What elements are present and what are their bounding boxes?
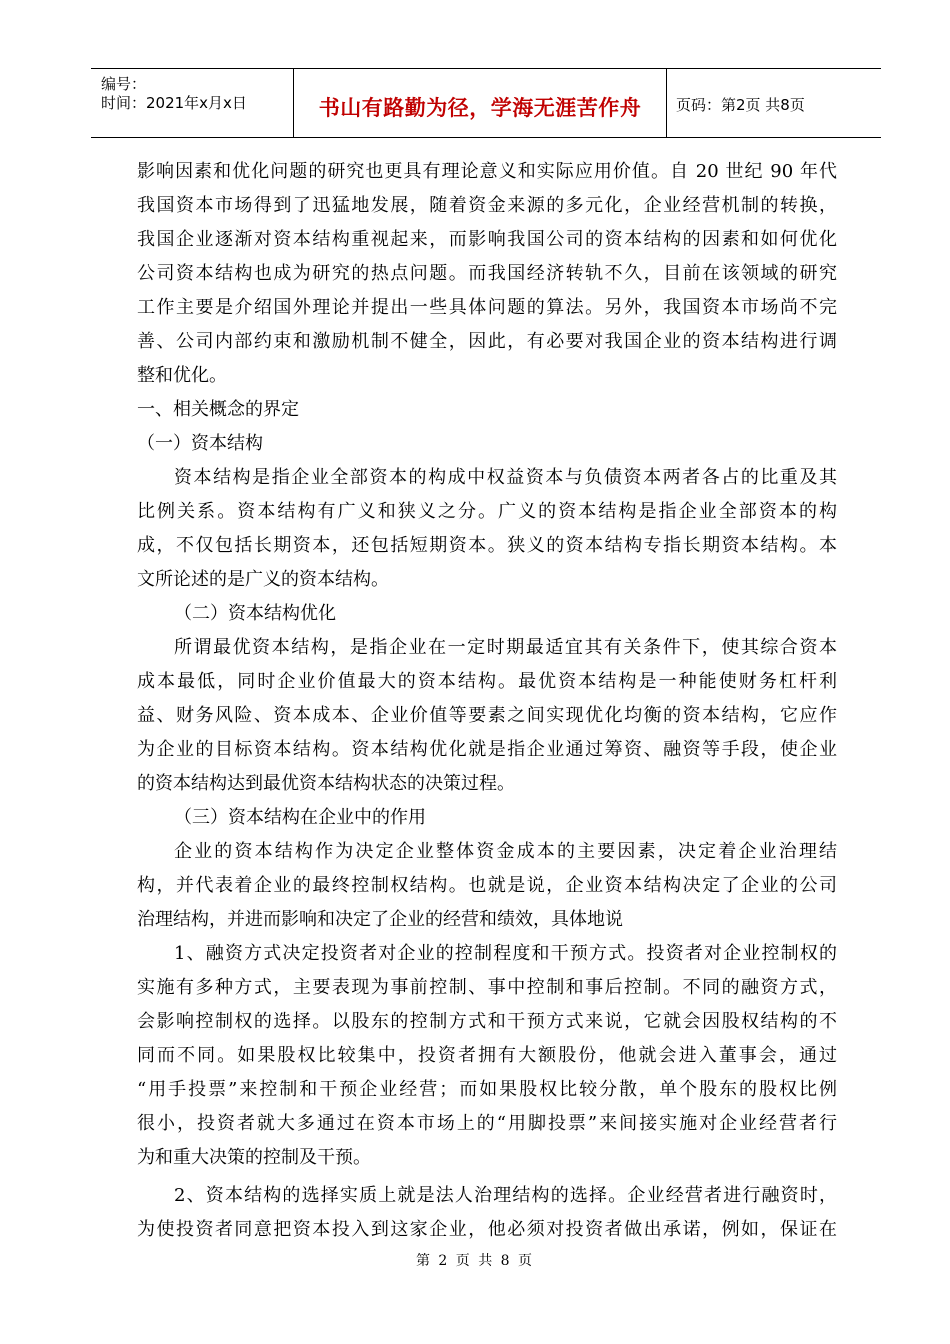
text-line: 文所论述的是广义的资本结构。 <box>137 569 389 590</box>
document-body <box>137 155 837 1247</box>
subsection-heading: （二）资本结构优化 <box>174 603 336 624</box>
text-line: 构，并代表着企业的最终控制权结构。也就是说，企业资本结构决定了企业的公司 <box>137 875 837 896</box>
header-page-cell <box>666 69 881 137</box>
text-line: 成，不仅包括长期资本，还包括短期资本。狭义的资本结构专指长期资本结构。本 <box>137 535 837 556</box>
paragraph-intro <box>137 155 837 393</box>
text-line: 为和重大决策的控制及干预。 <box>137 1147 371 1168</box>
text-line: 很小，投资者就大多通过在资本市场上的“用脚投票”来间接实施对企业经营者行 <box>137 1113 837 1134</box>
text-line: 我国资本市场得到了迅猛地发展，随着资金来源的多元化，企业经营机制的转换， <box>137 195 837 216</box>
text-line: 成本最低，同时企业价值最大的资本结构。最优资本结构是一种能使财务杠杆利 <box>137 671 837 692</box>
text-line: 1、融资方式决定投资者对企业的控制程度和干预方式。投资者对企业控制权的 <box>174 943 837 964</box>
subsection-heading: （三）资本结构在企业中的作用 <box>174 807 426 828</box>
text-line: 整和优化。 <box>137 365 227 386</box>
text-line: 公司资本结构也成为研究的热点问题。而我国经济转轨不久，目前在该领域的研究 <box>137 263 837 284</box>
paragraph-role <box>137 835 837 937</box>
text-line: 2、资本结构的选择实质上就是法人治理结构的选择。企业经营者进行融资时， <box>174 1185 837 1206</box>
text-line: 会影响控制权的选择。以股东的控制方式和干预方式来说，它就会因股权结构的不 <box>137 1011 837 1032</box>
text-line: 益、财务风险、资本成本、企业价值等要素之间实现优化均衡的资本结构，它应作 <box>137 705 837 726</box>
subsection-heading: （一）资本结构 <box>137 433 263 454</box>
paragraph-capital-structure <box>137 461 837 597</box>
text-line: 善、公司内部约束和激励机制不健全，因此，有必要对我国企业的资本结构进行调 <box>137 331 837 352</box>
text-line: 治理结构，并进而影响和决定了企业的经营和绩效，具体地说 <box>137 909 623 930</box>
time-label: 时间：2021年x月x日 <box>101 94 247 112</box>
text-line: 为使投资者同意把资本投入到这家企业，他必须对投资者做出承诺，例如，保证在 <box>137 1219 837 1240</box>
paragraph-point-1 <box>137 937 837 1175</box>
header-motto-cell <box>293 69 667 137</box>
page-footer: 第 2 页 共 8 页 <box>415 1253 535 1269</box>
paragraph-optimization <box>137 631 837 801</box>
text-line: 比例关系。资本结构有广义和狭义之分。广义的资本结构是指企业全部资本的构 <box>137 501 837 522</box>
text-line: 我国企业逐渐对资本结构重视起来，而影响我国公司的资本结构的因素和如何优化 <box>137 229 837 250</box>
text-line: 同而不同。如果股权比较集中，投资者拥有大额股份，他就会进入董事会，通过 <box>137 1045 837 1066</box>
code-label: 编号： <box>101 75 147 93</box>
text-line: “用手投票”来控制和干预企业经营；而如果股权比较分散，单个股东的股权比例 <box>137 1079 837 1100</box>
text-line: 的资本结构达到最优资本结构状态的决策过程。 <box>137 773 515 794</box>
paragraph-point-2 <box>137 1179 837 1247</box>
page-label: 页码：第2页 共8页 <box>676 96 805 114</box>
section-heading: 一、相关概念的界定 <box>137 399 299 420</box>
header-meta-cell <box>91 69 293 137</box>
text-line: 工作主要是介绍国外理论并提出一些具体问题的算法。另外，我国资本市场尚不完 <box>137 297 837 318</box>
text-line: 影响因素和优化问题的研究也更具有理论意义和实际应用价值。自 20 世纪 90 年代 <box>137 161 837 182</box>
text-line: 实施有多种方式，主要表现为事前控制、事中控制和事后控制。不同的融资方式， <box>137 977 837 998</box>
motto-text: 书山有路勤为径，学海无涯苦作舟 <box>318 96 642 120</box>
text-line: 资本结构是指企业全部资本的构成中权益资本与负债资本两者各占的比重及其 <box>174 467 837 488</box>
text-line: 企业的资本结构作为决定企业整体资金成本的主要因素，决定着企业治理结 <box>174 841 837 862</box>
text-line: 所谓最优资本结构，是指企业在一定时期最适宜其有关条件下，使其综合资本 <box>174 637 837 658</box>
document-header <box>91 68 881 138</box>
text-line: 为企业的目标资本结构。资本结构优化就是指企业通过筹资、融资等手段，使企业 <box>137 739 837 760</box>
